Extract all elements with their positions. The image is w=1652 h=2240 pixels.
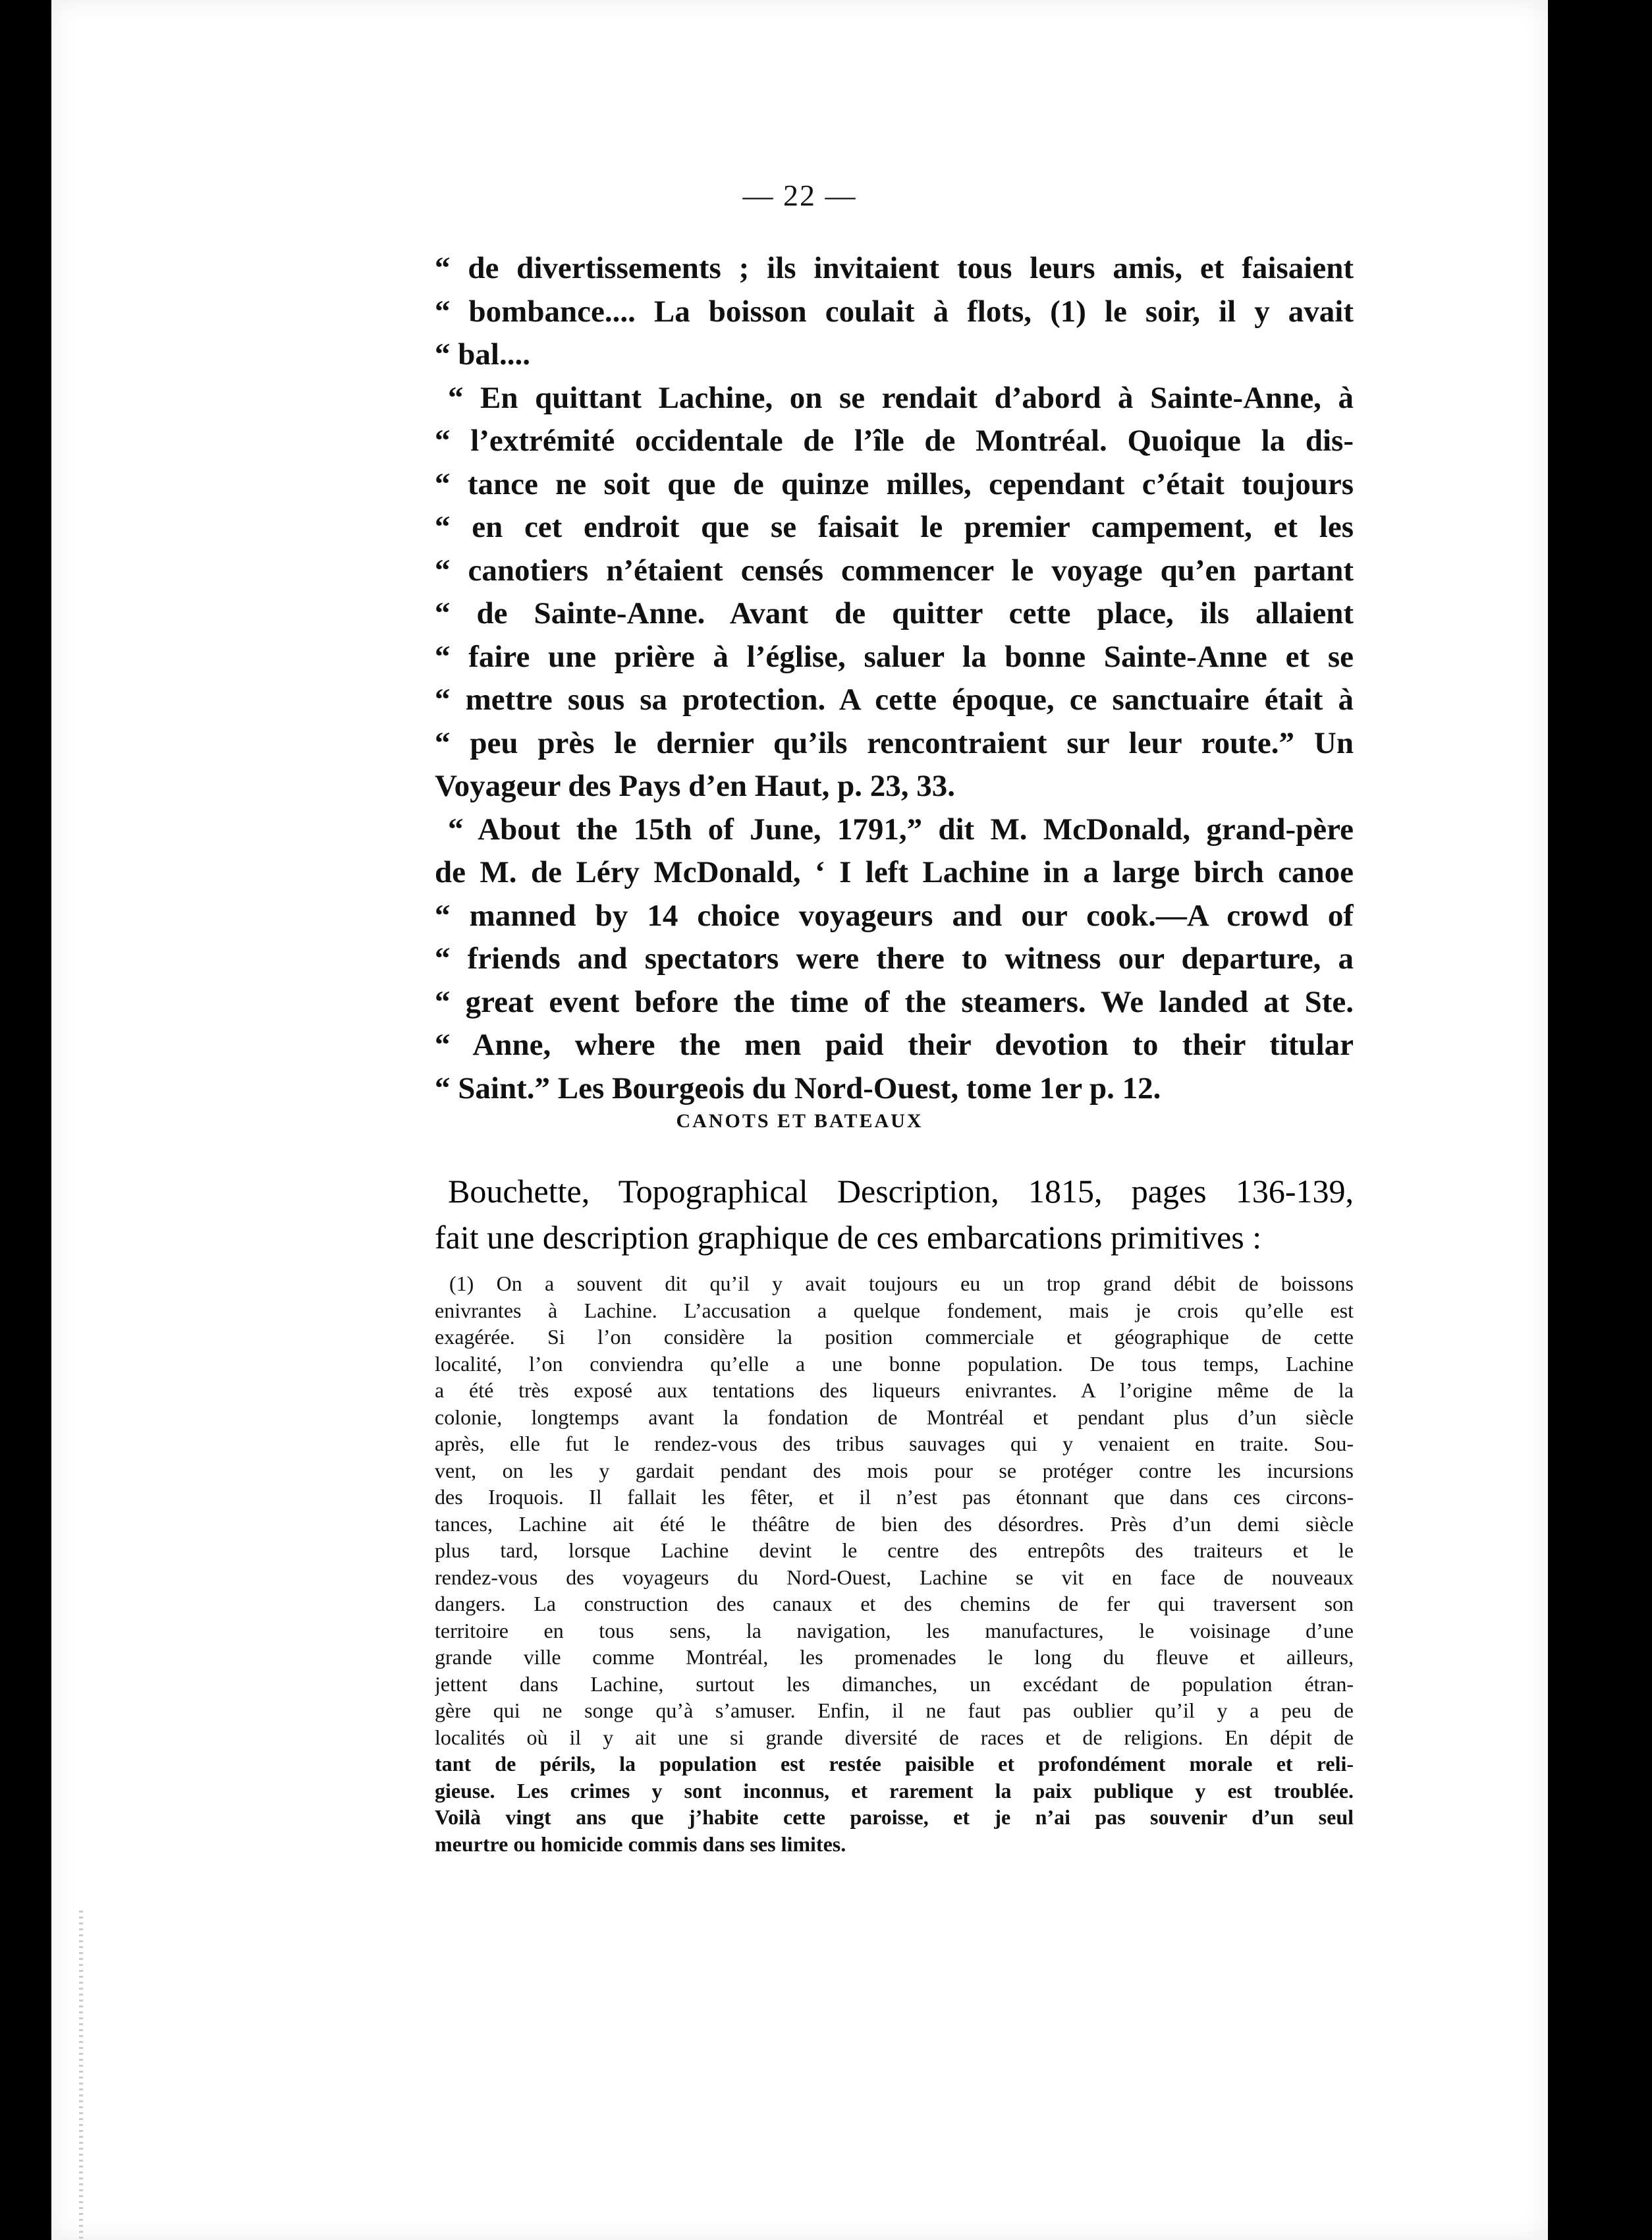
scan-border	[1548, 26, 1558, 2214]
text-line: Voyageur des Pays d’en Haut, p. 23, 33.	[435, 769, 955, 803]
footnote-line: territoire en tous sens, la navigation, les manufactures, le voisinage d’une	[435, 1618, 1354, 1642]
quote-passage	[435, 247, 1354, 1110]
footnote-line: plus tard, lorsque Lachine devint le centre des entrepôts des traiteurs et le	[435, 1538, 1354, 1562]
bouchette-paragraph	[435, 1168, 1354, 1260]
text-line: “ tance ne soit que de quinze milles, cependant c’était toujours	[435, 466, 1354, 501]
footnote-line: tant de périls, la population est restée paisible et profondément morale et reli-	[435, 1752, 1354, 1776]
section-heading: CANOTS ET BATEAUX	[676, 1110, 923, 1132]
text-line: “ great event before the time of the steamers. We landed at Ste.	[435, 984, 1354, 1019]
text-line: “ bal....	[435, 337, 530, 372]
text-line: “ de divertissements ; ils invitaient tous leurs amis, et faisaient	[435, 251, 1354, 285]
text-line: “ faire une prière à l’église, saluer la bonne Sainte-Anne et se	[435, 639, 1354, 674]
text-line: “ canotiers n’étaient censés commencer le voyage qu’en partant	[435, 553, 1354, 588]
footnote-line: vent, on les y gardait pendant des mois pour se protéger contre les incursions	[435, 1458, 1354, 1482]
page-number: — 22 —	[742, 179, 857, 212]
footnote-line: après, elle fut le rendez-vous des tribus sauvages qui y venaient en traite. Sou-	[435, 1432, 1354, 1455]
text-line: Bouchette, Topographical Description, 1815, pages 136-139,	[448, 1173, 1354, 1210]
footnote-line: enivrantes à Lachine. L’accusation a quelque fondement, mais je crois qu’elle est	[435, 1298, 1354, 1322]
footnote	[435, 1270, 1354, 1857]
footnote-line: rendez-vous des voyageurs du Nord-Ouest, Lachine se vit en face de nouveaux	[435, 1565, 1354, 1589]
footnote-line: meurtre ou homicide commis dans ses limites.	[435, 1832, 846, 1856]
text-line: “ En quittant Lachine, on se rendait d’abord à Sainte-Anne, à	[448, 380, 1354, 415]
footnote-line: gieuse. Les crimes y sont inconnus, et rarement la paix publique y est troublée.	[435, 1778, 1354, 1803]
footnote-line: localités où il y ait une si grande diversité de races et de religions. En dépit de	[435, 1725, 1354, 1749]
footnote-line: a été très exposé aux tentations des liqueurs enivrantes. A l’origine même de la	[435, 1378, 1354, 1402]
text-line: “ manned by 14 choice voyageurs and our cook.—A crowd of	[435, 898, 1354, 933]
text-line: “ Anne, where the men paid their devotion to their titular	[435, 1028, 1354, 1062]
footnote-line: des Iroquois. Il fallait les fêter, et il n’est pas étonnant que dans ces circons-	[435, 1485, 1354, 1509]
text-line: de M. de Léry McDonald, ‘ I left Lachine in a large birch canoe	[435, 855, 1354, 889]
text-line: “ en cet endroit que se faisait le premier campement, et les	[435, 510, 1354, 544]
footnote-line: exagérée. Si l’on considère la position commerciale et géographique de cette	[435, 1325, 1354, 1349]
footnote-line: localité, l’on conviendra qu’elle a une bonne population. De tous temps, Lachine	[435, 1351, 1354, 1376]
text-line: “ About the 15th of June, 1791,” dit M. McDonald, grand-père	[448, 812, 1354, 847]
footnote-line: dangers. La construction des canaux et des chemins de fer qui traversent son	[435, 1592, 1354, 1615]
footnote-line: tances, Lachine ait été le théâtre de bien des désordres. Près d’un demi siècle	[435, 1511, 1354, 1536]
footnote-line: (1) On a souvent dit qu’il y avait toujours eu un trop grand débit de boissons	[449, 1272, 1354, 1295]
text-line: “ peu près le dernier qu’ils rencontraient sur leur route.” Un	[435, 725, 1354, 760]
footnote-line: gère qui ne songe qu’à s’amuser. Enfin, il ne faut pas oublier qu’il y a peu de	[435, 1698, 1354, 1722]
text-line: “ Saint.” Les Bourgeois du Nord-Ouest, tome 1er p. 12.	[435, 1071, 1161, 1106]
text-line: “ mettre sous sa protection. A cette époque, ce sanctuaire était à	[435, 683, 1354, 717]
footnote-line: grande ville comme Montréal, les promenades le long du fleuve et ailleurs,	[435, 1645, 1354, 1669]
text-line: “ de Sainte-Anne. Avant de quitter cette place, ils allaient	[435, 596, 1354, 630]
text-line: “ bombance.... La boisson coulait à flots, (1) le soir, il y avait	[435, 294, 1354, 329]
footnote-line: jettent dans Lachine, surtout les dimanches, un excédant de population étran-	[435, 1671, 1354, 1696]
footnote-line: Voilà vingt ans que j’habite cette paroisse, et je n’ai pas souvenir d’un seul	[435, 1805, 1354, 1829]
page-edge-marks	[79, 1911, 83, 2240]
text-line: fait une description graphique de ces embarcations primitives :	[435, 1219, 1262, 1256]
text-line: “ l’extrémité occidentale de l’île de Montréal. Quoique la dis-	[435, 424, 1354, 458]
text-line: “ friends and spectators were there to witness our departure, a	[435, 941, 1354, 976]
footnote-line: colonie, longtemps avant la fondation de Montréal et pendant plus d’un siècle	[435, 1405, 1354, 1429]
